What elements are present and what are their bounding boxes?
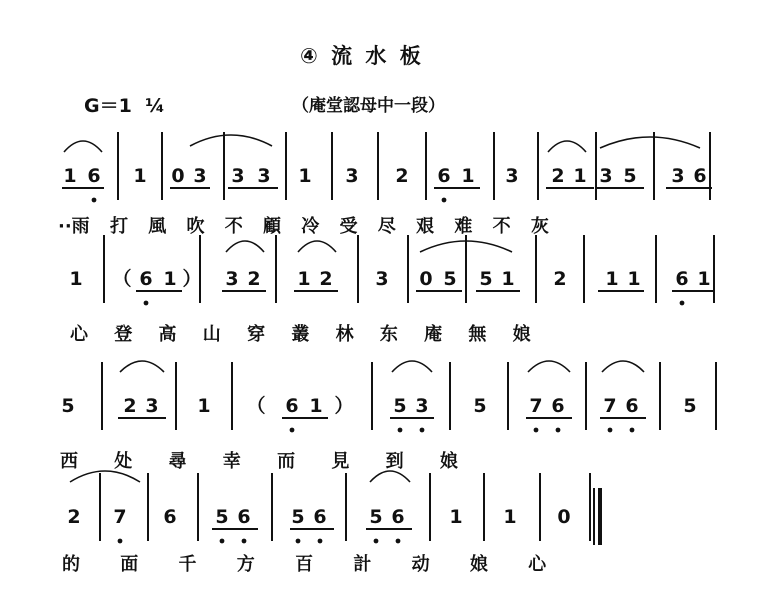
note: 6 — [139, 268, 153, 290]
note: 1 — [449, 506, 463, 528]
note: 2 — [123, 395, 137, 417]
slur — [298, 241, 336, 252]
low-octave-dot — [630, 428, 635, 433]
note: 5 — [473, 395, 487, 417]
note: ） — [182, 268, 202, 290]
slur — [190, 135, 272, 146]
note: 3 — [257, 165, 271, 187]
note: （ — [246, 395, 266, 417]
note: 1 — [69, 268, 83, 290]
source-note: （庵堂認母中一段） — [292, 96, 445, 116]
note: ） — [334, 395, 354, 417]
note: 3 — [671, 165, 685, 187]
note: 3 — [505, 165, 519, 187]
note: 5 — [215, 506, 229, 528]
lyric-line-4: 的 面 千 方 百 計 动 娘 心 — [62, 554, 547, 575]
note: 3 — [375, 268, 389, 290]
note: 3 — [415, 395, 429, 417]
note: 5 — [623, 165, 637, 187]
note: 1 — [133, 165, 147, 187]
slur — [528, 361, 570, 372]
low-octave-dot — [398, 428, 403, 433]
note: 5 — [369, 506, 383, 528]
note: 2 — [551, 165, 565, 187]
note: 6 — [391, 506, 405, 528]
score-title: ④ 流 水 板 — [300, 44, 424, 68]
low-octave-dot — [290, 428, 295, 433]
low-octave-dot — [374, 539, 379, 544]
note: 5 — [61, 395, 75, 417]
low-octave-dot — [92, 198, 97, 203]
low-octave-dot — [442, 198, 447, 203]
note: 0 — [171, 165, 185, 187]
note: 6 — [693, 165, 707, 187]
low-octave-dot — [680, 301, 685, 306]
slur — [600, 137, 700, 148]
note: 2 — [67, 506, 81, 528]
key-signature: G＝1 — [84, 95, 132, 117]
note: 3 — [193, 165, 207, 187]
note: 1 — [461, 165, 475, 187]
note: 3 — [599, 165, 613, 187]
note: 1 — [627, 268, 641, 290]
note: 3 — [145, 395, 159, 417]
note: 1 — [605, 268, 619, 290]
note: 3 — [345, 165, 359, 187]
lyric-line-3: 西 处 尋 幸 而 見 到 娘 — [60, 451, 458, 472]
lyric-line-2: 心 登 高 山 穿 叢 林 东 庵 無 娘 — [70, 324, 531, 345]
note: 5 — [683, 395, 697, 417]
note: 6 — [313, 506, 327, 528]
low-octave-dot — [608, 428, 613, 433]
note: 2 — [247, 268, 261, 290]
note: 5 — [291, 506, 305, 528]
underlines — [62, 188, 714, 529]
note: 1 — [163, 268, 177, 290]
note: 6 — [551, 395, 565, 417]
note: 3 — [225, 268, 239, 290]
note: 6 — [625, 395, 639, 417]
note: 1 — [501, 268, 515, 290]
note: 1 — [503, 506, 517, 528]
slur — [548, 141, 586, 152]
note: 7 — [529, 395, 543, 417]
note: 0 — [557, 506, 571, 528]
low-octave-dot — [534, 428, 539, 433]
note: 0 — [419, 268, 433, 290]
low-octave-dot — [556, 428, 561, 433]
note: （ — [112, 268, 132, 290]
note: 5 — [443, 268, 457, 290]
note: 1 — [309, 395, 323, 417]
low-octave-dot — [296, 539, 301, 544]
low-octave-dot — [144, 301, 149, 306]
slur — [602, 361, 644, 372]
note: 2 — [319, 268, 333, 290]
note: 1 — [697, 268, 711, 290]
note: 7 — [603, 395, 617, 417]
note: 1 — [573, 165, 587, 187]
note: 5 — [479, 268, 493, 290]
low-octave-dot — [220, 539, 225, 544]
low-octave-dot — [396, 539, 401, 544]
low-octave-dot — [118, 539, 123, 544]
low-octave-dot — [242, 539, 247, 544]
note: 7 — [113, 506, 127, 528]
note: 1 — [298, 165, 312, 187]
note: 6 — [675, 268, 689, 290]
note: 6 — [437, 165, 451, 187]
note: 3 — [231, 165, 245, 187]
note: 2 — [395, 165, 409, 187]
note: 5 — [393, 395, 407, 417]
slur — [120, 361, 164, 372]
slur — [392, 361, 432, 372]
note: 6 — [87, 165, 101, 187]
time-signature: ¼ — [145, 95, 165, 117]
low-octave-dot — [318, 539, 323, 544]
lyric-line-1: ··雨 打 風 吹 不 顧 冷 受 尽 艰 难 不 灰 — [58, 216, 549, 237]
note: 1 — [197, 395, 211, 417]
note: 1 — [297, 268, 311, 290]
octave-dots — [92, 198, 685, 544]
note: 1 — [63, 165, 77, 187]
low-octave-dot — [420, 428, 425, 433]
slur — [226, 241, 264, 252]
note: 6 — [163, 506, 177, 528]
note: 2 — [553, 268, 567, 290]
slur — [64, 141, 102, 152]
note: 6 — [285, 395, 299, 417]
note: 6 — [237, 506, 251, 528]
